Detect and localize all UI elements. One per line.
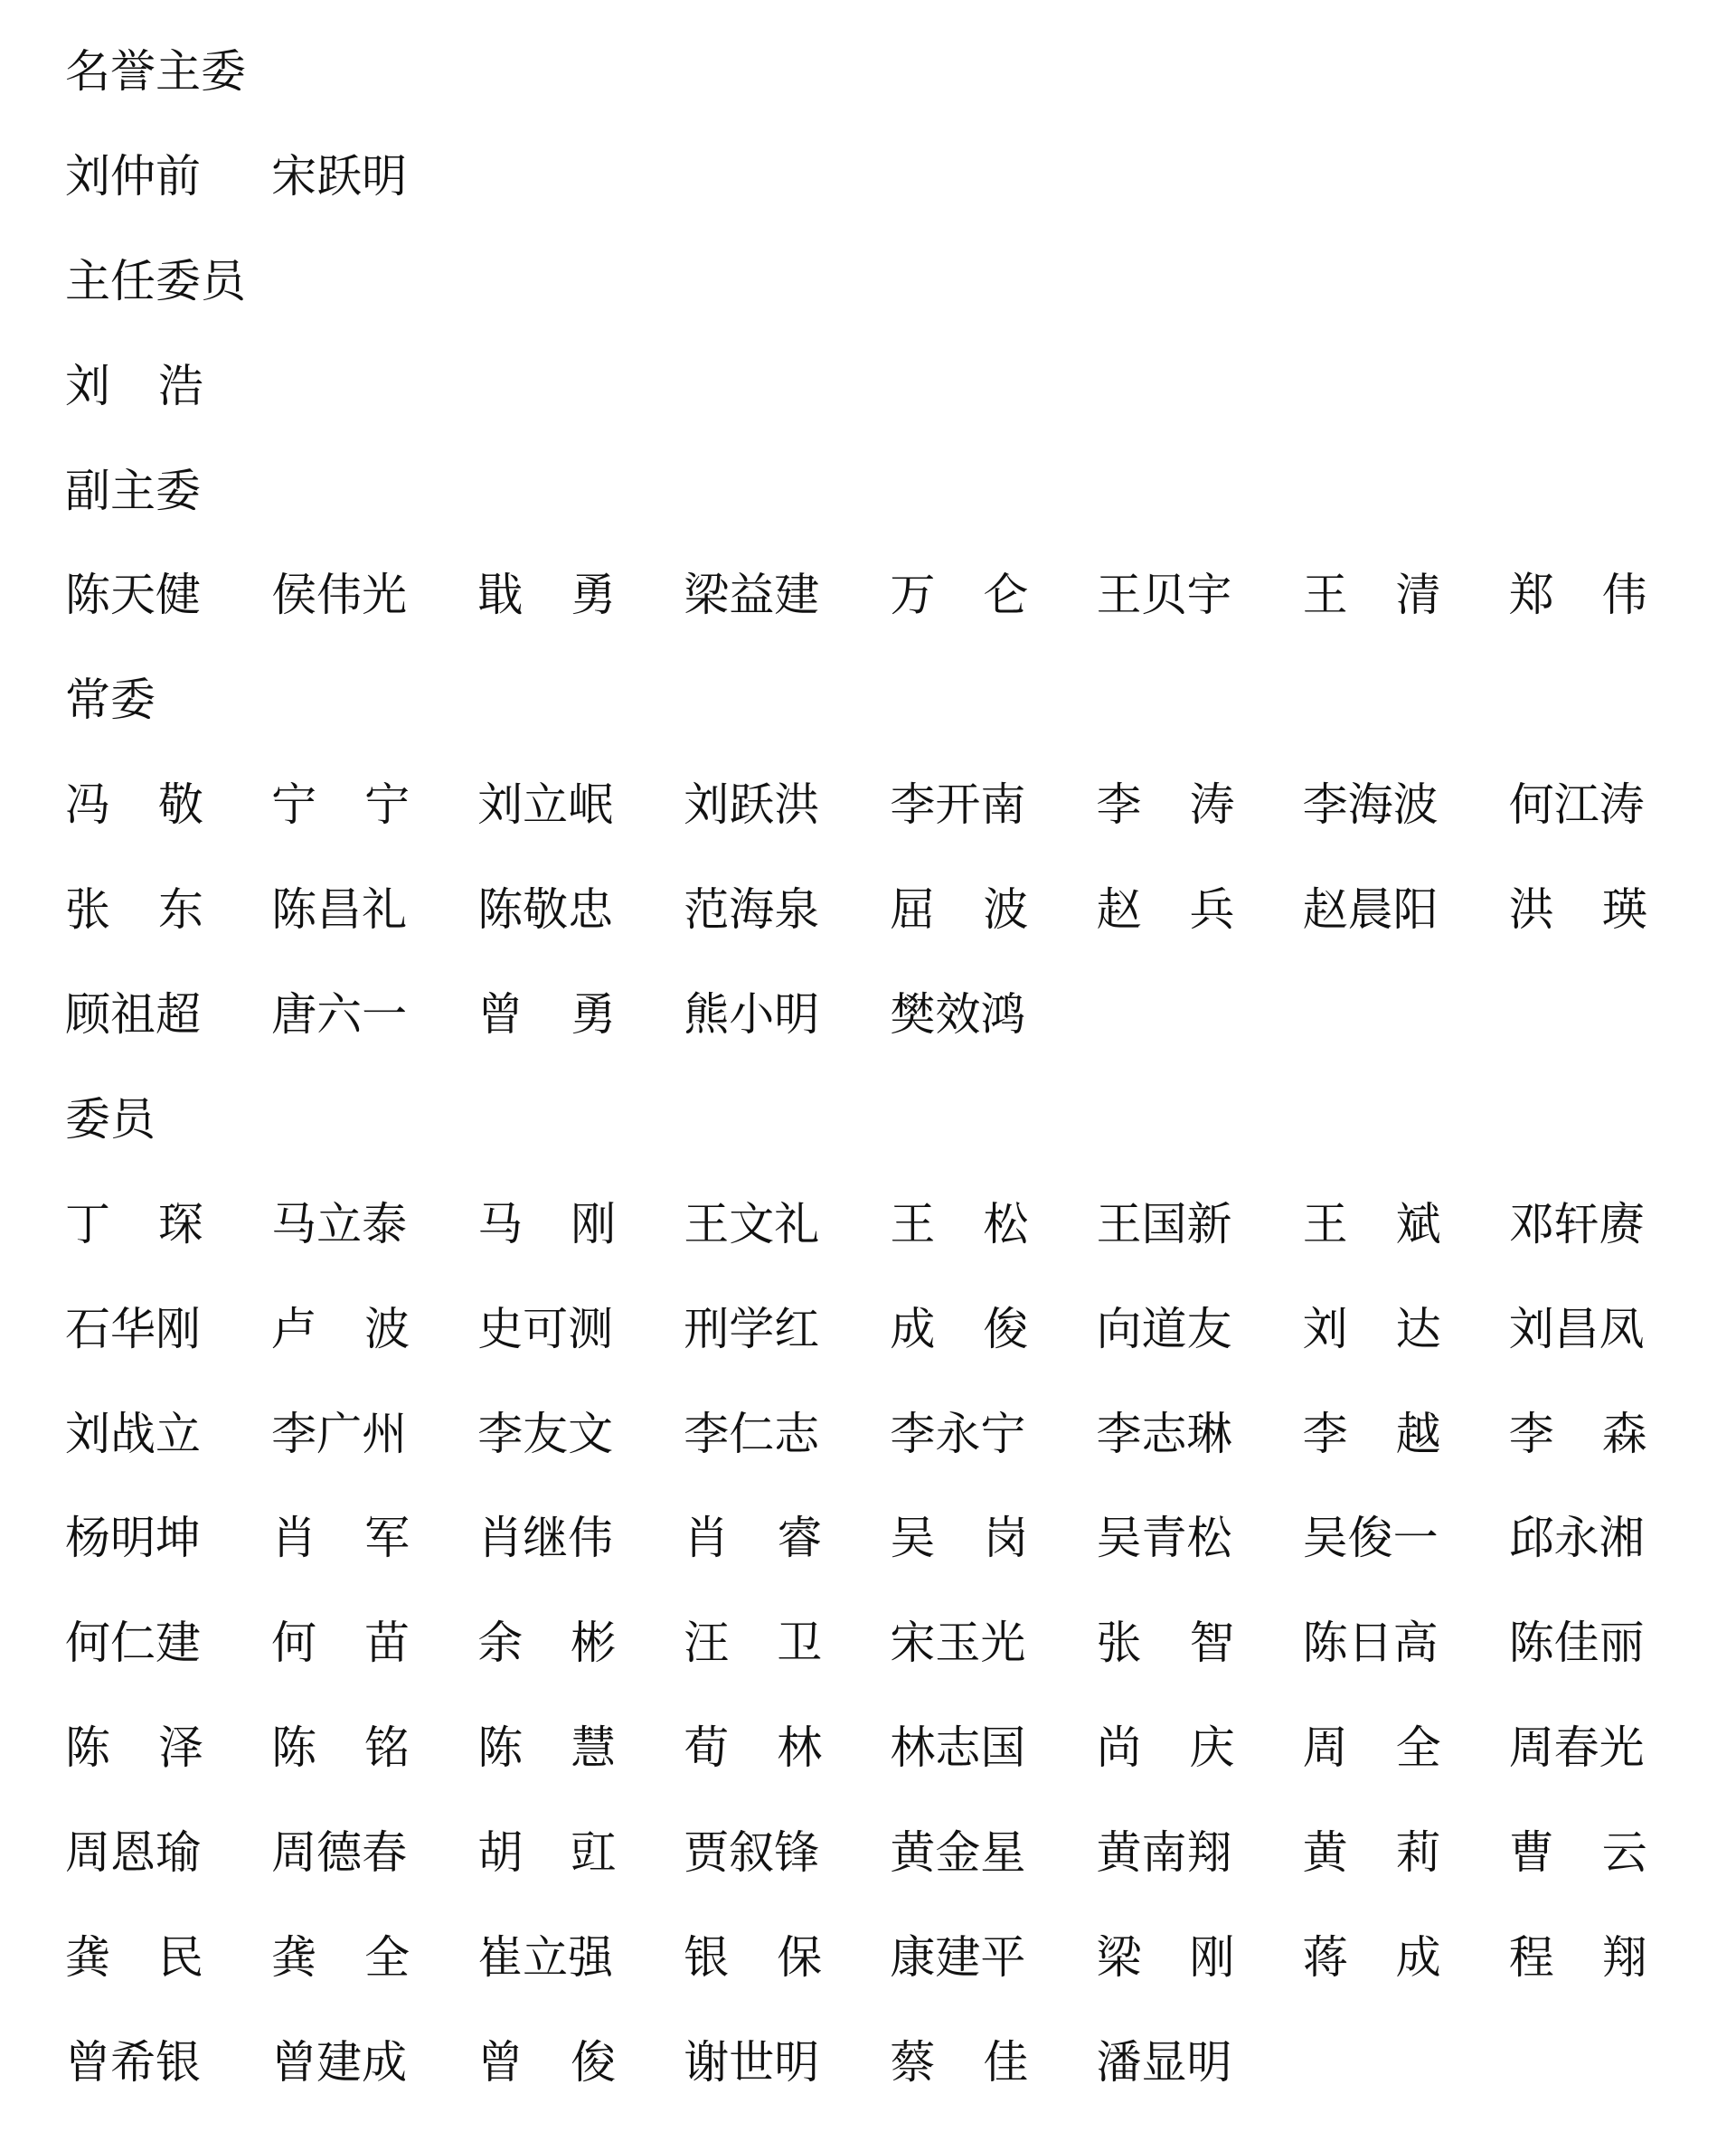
- member-name: 黄 莉: [1302, 1826, 1441, 1880]
- member-name: 曹 云: [1508, 1826, 1647, 1880]
- member-name: 潘显明: [1096, 2035, 1232, 2089]
- section-heading-line: [65, 241, 1693, 345]
- member-name: 洪 瑛: [1508, 883, 1647, 937]
- member-name: 黄金星: [890, 1826, 1026, 1880]
- member-name: 林志国: [890, 1721, 1026, 1775]
- member-name: 崔立强: [477, 1931, 614, 1985]
- name-row: [65, 869, 1693, 974]
- member-name: 屈 波: [890, 883, 1029, 937]
- name-row: [65, 1602, 1693, 1707]
- member-name: 肖 睿: [684, 1512, 823, 1565]
- member-name: 谢世明: [684, 2035, 820, 2089]
- member-name: 宁 宁: [271, 778, 410, 832]
- section-heading: 副主委: [65, 464, 201, 517]
- member-name: 黄南翔: [1096, 1826, 1232, 1880]
- member-name: 陈昌礼: [271, 883, 408, 937]
- member-name: 周恩瑜: [65, 1826, 201, 1880]
- member-name: 程 翔: [1508, 1931, 1647, 1985]
- member-name: 陈日高: [1302, 1617, 1439, 1670]
- member-name: 马 刚: [477, 1197, 617, 1250]
- committee-member-list: [65, 31, 1693, 2127]
- member-name: 李 森: [1508, 1407, 1647, 1460]
- member-name: 刘昌凤: [1508, 1302, 1645, 1355]
- member-name: 荀 林: [684, 1721, 823, 1775]
- member-name: 向道友: [1096, 1302, 1232, 1355]
- member-name: 王文礼: [684, 1197, 820, 1250]
- member-name: 蒋 成: [1302, 1931, 1441, 1985]
- member-name: 刑学红: [684, 1302, 820, 1355]
- name-row: [65, 2022, 1693, 2127]
- member-name: 李广州: [271, 1407, 408, 1460]
- member-name: 李志琳: [1096, 1407, 1232, 1460]
- section-heading: 名誉主委: [65, 45, 246, 98]
- member-name: 张 智: [1096, 1617, 1235, 1670]
- member-name: 邓轩赓: [1508, 1197, 1645, 1250]
- member-name: 张 东: [65, 883, 203, 937]
- name-row: [65, 764, 1693, 869]
- name-row: [65, 1393, 1693, 1498]
- member-name: 冯 敬: [65, 778, 203, 832]
- name-row: [65, 1288, 1693, 1393]
- member-name: 胡 豇: [477, 1826, 617, 1880]
- member-name: 史可测: [477, 1302, 614, 1355]
- member-name: 丁 琛: [65, 1197, 203, 1250]
- member-name: 樊效鸿: [890, 988, 1026, 1042]
- member-name: 赵晨阳: [1302, 883, 1439, 937]
- member-name: 周德春: [271, 1826, 408, 1880]
- member-name: 侯伟光: [271, 569, 408, 622]
- member-name: 陈佳丽: [1508, 1617, 1645, 1670]
- name-row: [65, 1812, 1693, 1917]
- member-name: 李开南: [890, 778, 1026, 832]
- member-name: 王贝宇: [1096, 569, 1232, 622]
- member-name: 石华刚: [65, 1302, 201, 1355]
- member-name: 肖继伟: [477, 1512, 614, 1565]
- member-name: 万 仑: [890, 569, 1029, 622]
- member-name: 何 苗: [271, 1617, 410, 1670]
- member-name: 李 越: [1302, 1407, 1441, 1460]
- member-name: 宋跃明: [271, 149, 408, 203]
- member-name: 赵 兵: [1096, 883, 1235, 937]
- member-name: 吴青松: [1096, 1512, 1232, 1565]
- member-name: 范海泉: [684, 883, 820, 937]
- member-name: 王 斌: [1302, 1197, 1441, 1250]
- member-name: 杨明坤: [65, 1512, 201, 1565]
- member-name: 尚 庆: [1096, 1721, 1235, 1775]
- member-name: 龚 全: [271, 1931, 410, 1985]
- member-name: 刘战立: [65, 1407, 201, 1460]
- member-name: 陈敬忠: [477, 883, 614, 937]
- member-name: 李 涛: [1096, 778, 1235, 832]
- member-name: 宋玉光: [890, 1617, 1026, 1670]
- member-name: 李仁志: [684, 1407, 820, 1460]
- member-name: 王 清: [1302, 569, 1441, 622]
- member-name: 龚 民: [65, 1931, 203, 1985]
- member-name: 曾建成: [271, 2035, 408, 2089]
- member-name: 李永宁: [890, 1407, 1026, 1460]
- member-name: 蔡 佳: [890, 2035, 1029, 2089]
- name-row: [65, 345, 1693, 450]
- section-heading-line: [65, 659, 1693, 764]
- member-name: 刘立岷: [477, 778, 614, 832]
- member-name: 戢 勇: [477, 569, 617, 622]
- section-heading: 主任委员: [65, 254, 246, 307]
- section-heading-line: [65, 31, 1693, 136]
- name-row: [65, 1184, 1693, 1288]
- member-name: 汪 卫: [684, 1617, 823, 1670]
- section-heading: 常委: [65, 674, 156, 727]
- member-name: 成 俊: [890, 1302, 1029, 1355]
- section-heading: 委员: [65, 1092, 156, 1146]
- member-name: 余 彬: [477, 1617, 617, 1670]
- member-name: 梁益建: [684, 569, 820, 622]
- name-row: [65, 136, 1693, 241]
- member-name: 周 全: [1302, 1721, 1441, 1775]
- member-name: 李友文: [477, 1407, 614, 1460]
- member-name: 唐六一: [271, 988, 408, 1042]
- member-name: 陈天健: [65, 569, 201, 622]
- member-name: 吴 岗: [890, 1512, 1029, 1565]
- member-name: 陈 慧: [477, 1721, 617, 1775]
- member-name: 梁 刚: [1096, 1931, 1235, 1985]
- member-name: 李海波: [1302, 778, 1439, 832]
- member-name: 周春光: [1508, 1721, 1645, 1775]
- name-row: [65, 1917, 1693, 2022]
- member-name: 曾 俊: [477, 2035, 617, 2089]
- name-row: [65, 1707, 1693, 1812]
- member-name: 马立泰: [271, 1197, 408, 1250]
- section-heading-line: [65, 1079, 1693, 1184]
- member-name: 肖 军: [271, 1512, 410, 1565]
- name-row: [65, 554, 1693, 659]
- member-name: 王 松: [890, 1197, 1029, 1250]
- member-name: 陈 泽: [65, 1721, 203, 1775]
- member-name: 何江涛: [1508, 778, 1645, 832]
- member-name: 贾叙锋: [684, 1826, 820, 1880]
- member-name: 王国新: [1096, 1197, 1232, 1250]
- member-name: 刘 达: [1302, 1302, 1441, 1355]
- member-name: 曾 勇: [477, 988, 617, 1042]
- member-name: 卢 波: [271, 1302, 410, 1355]
- member-name: 银 保: [684, 1931, 823, 1985]
- member-name: 曾希银: [65, 2035, 201, 2089]
- section-heading-line: [65, 450, 1693, 555]
- member-name: 郑 伟: [1508, 569, 1647, 622]
- member-name: 吴俊一: [1302, 1512, 1439, 1565]
- member-name: 康建平: [890, 1931, 1026, 1985]
- member-name: 熊小明: [684, 988, 820, 1042]
- name-row: [65, 974, 1693, 1079]
- member-name: 刘仲前: [65, 149, 201, 203]
- member-name: 顾祖超: [65, 988, 201, 1042]
- member-name: 刘跃洪: [684, 778, 820, 832]
- member-name: 邱永湘: [1508, 1512, 1645, 1565]
- member-name: 陈 铭: [271, 1721, 410, 1775]
- member-name: 刘 浩: [65, 359, 203, 412]
- name-row: [65, 1497, 1693, 1602]
- member-name: 何仁建: [65, 1617, 201, 1670]
